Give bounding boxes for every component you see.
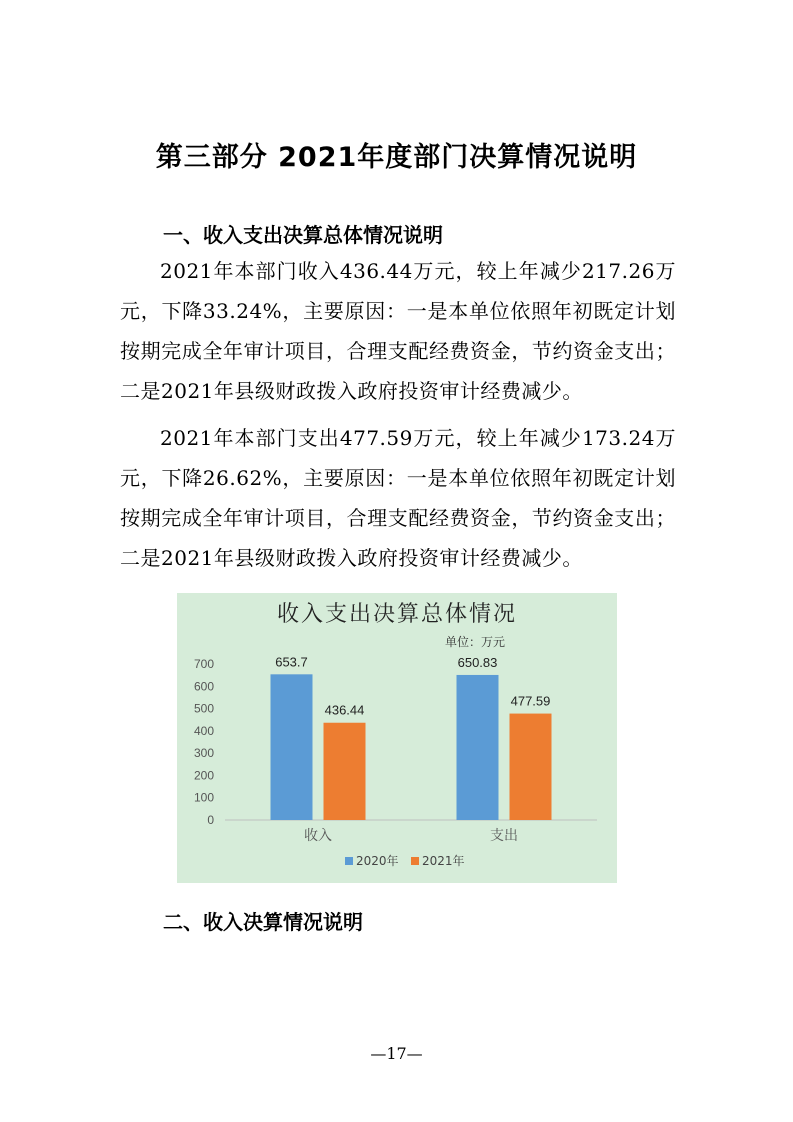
bar bbox=[457, 675, 499, 820]
chart-title: 收入支出决算总体情况 bbox=[276, 602, 517, 627]
y-tick-label: 600 bbox=[193, 679, 214, 694]
y-tick-label: 100 bbox=[193, 790, 214, 805]
summary-bar-chart bbox=[177, 593, 617, 883]
bar bbox=[510, 714, 552, 820]
legend-label: 2020年 bbox=[356, 854, 399, 868]
y-tick-label: 700 bbox=[193, 657, 214, 671]
data-label: 650.83 bbox=[457, 654, 498, 670]
data-label: 477.59 bbox=[510, 693, 551, 709]
bar bbox=[324, 723, 366, 820]
chart-unit-label: 单位：万元 bbox=[445, 635, 506, 649]
legend-swatch bbox=[411, 857, 419, 865]
paragraph-income: 2021年本部门收入436.44万元，较上年减少217.26万元，下降33.24%，主要原因：一是本单位依照年初既定计划按期完成全年审计项目，合理支配经费资金，节约资金支出；二是2021年县级财政拨入政府投资审计经费减少。 bbox=[120, 259, 676, 403]
paragraph-expenditure: 2021年本部门支出477.59万元，较上年减少173.24万元，下降26.62%，主要原因：一是本单位依照年初既定计划按期完成全年审计项目，合理支配经费资金，节约资金支出；二是2021年县级财政拨入政府投资审计经费减少。 bbox=[120, 426, 676, 570]
data-label: 436.44 bbox=[324, 702, 365, 718]
section-heading-1: 一、收入支出决算总体情况说明 bbox=[163, 223, 443, 247]
y-tick-label: 500 bbox=[193, 701, 214, 716]
bar bbox=[271, 674, 313, 820]
y-tick-label: 200 bbox=[193, 768, 214, 783]
data-label: 653.7 bbox=[275, 654, 308, 670]
y-tick-label: 400 bbox=[193, 723, 214, 738]
chart-canvas bbox=[177, 593, 617, 883]
x-tick-label: 支出 bbox=[490, 828, 518, 844]
section-heading-2: 二、收入决算情况说明 bbox=[163, 910, 363, 934]
page-title: 第三部分 2021年度部门决算情况说明 bbox=[155, 142, 638, 173]
legend-label: 2021年 bbox=[422, 854, 465, 868]
y-tick-label: 0 bbox=[207, 813, 214, 827]
x-tick-label: 收入 bbox=[304, 828, 332, 844]
y-tick-label: 300 bbox=[193, 746, 214, 761]
page-number: —17— bbox=[370, 1044, 423, 1063]
legend-swatch bbox=[345, 857, 353, 865]
